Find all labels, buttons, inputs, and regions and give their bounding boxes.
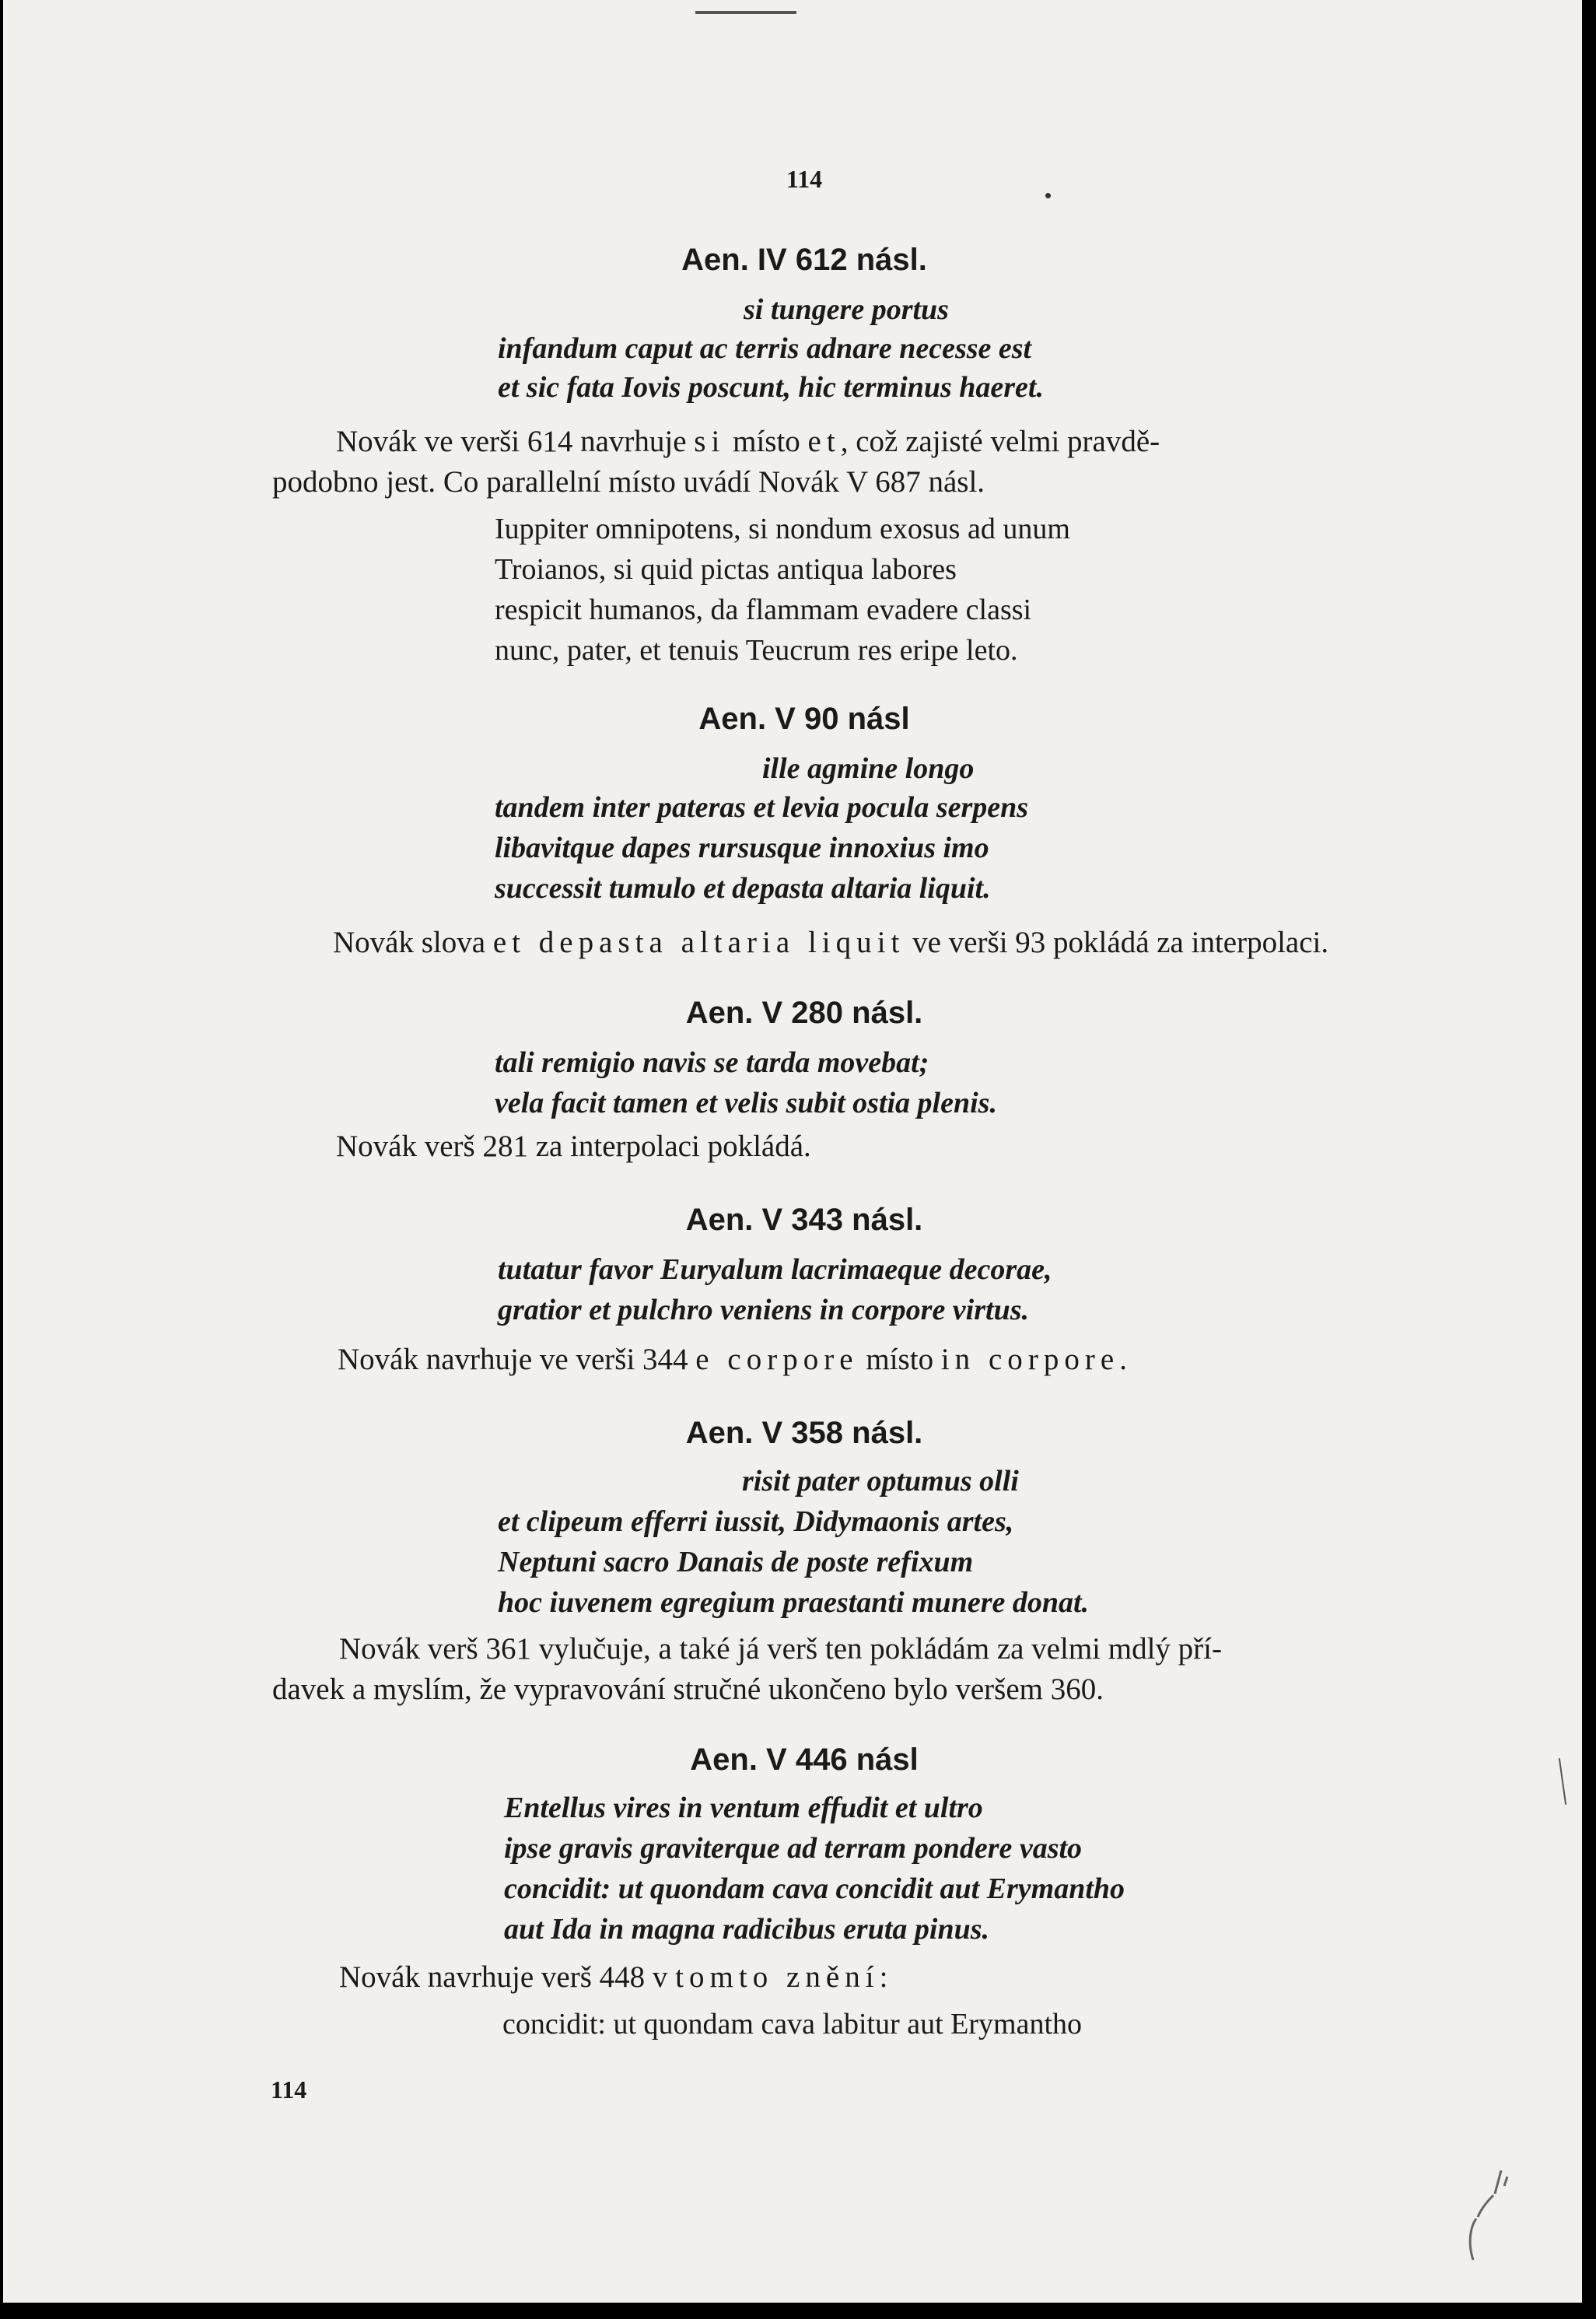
- verse-line: libavitque dapes rursusque innoxius imo: [495, 832, 989, 864]
- verse-line: si tungere portus: [744, 293, 949, 326]
- verse-line: concidit: ut quondam cava concidit aut Erymantho: [504, 1872, 1125, 1905]
- quote-line: concidit: ut quondam cava labitur aut Erymantho: [502, 2008, 1083, 2041]
- verse-line: successit tumulo et depasta altaria liquit.: [495, 872, 991, 905]
- scan-edge-mark: [695, 11, 796, 14]
- verse-line: tutatur favor Euryalum lacrimaeque decorae,: [498, 1253, 1052, 1286]
- quote-line: Troianos, si quid pictas antiqua labores: [495, 553, 957, 586]
- quote-line: respicit humanos, da flammam evadere classi: [495, 594, 1032, 626]
- commentary-line: Novák verš 281 za interpolaci pokládá.: [336, 1130, 811, 1163]
- verse-line: Entellus vires in ventum effudit et ultro: [504, 1792, 983, 1824]
- quote-line: Iuppiter omnipotens, si nondum exosus ad unum: [495, 513, 1070, 545]
- page-number-top: 114: [786, 165, 823, 193]
- page-sheet: [3, 0, 1582, 2303]
- section-heading: Aen. V 280 násl.: [685, 996, 923, 1030]
- commentary-line: davek a myslím, že vypravování stručné ukončeno bylo veršem 360.: [272, 1673, 1104, 1706]
- verse-line: hoc iuvenem egregium praestanti munere donat.: [498, 1586, 1090, 1619]
- verse-line: et sic fata Iovis poscunt, hic terminus haeret.: [498, 371, 1044, 404]
- verse-line: ipse gravis graviterque ad terram pondere vasto: [504, 1832, 1083, 1865]
- section-heading: Aen. IV 612 násl.: [681, 243, 927, 277]
- section-heading: Aen. V 90 násl: [698, 702, 910, 736]
- verse-line: Neptuni sacro Danais de poste refixum: [498, 1546, 974, 1578]
- commentary-line: Novák ve verši 614 navrhuje si místo et, což zajisté velmi pravdě-: [336, 425, 1160, 458]
- speck: [1045, 193, 1051, 198]
- verse-line: aut Ida in magna radicibus eruta pinus.: [504, 1913, 990, 1946]
- page-number-bottom: 114: [271, 2076, 307, 2104]
- section-heading: Aen. V 358 násl.: [685, 1416, 923, 1450]
- verse-line: gratior et pulchro veniens in corpore virtus.: [498, 1294, 1029, 1326]
- verse-line: vela facit tamen et velis subit ostia plenis.: [495, 1087, 997, 1119]
- pencil-mark: [1450, 2163, 1512, 2264]
- verse-line: tandem inter pateras et levia pocula serpens: [495, 791, 1029, 824]
- quote-line: nunc, pater, et tenuis Teucrum res eripe leto.: [495, 634, 1018, 667]
- commentary-line: Novák navrhuje ve verši 344 e corpore místo in corpore.: [338, 1343, 1127, 1376]
- section-heading: Aen. V 446 násl: [690, 1743, 919, 1777]
- verse-line: risit pater optumus olli: [742, 1465, 1019, 1498]
- commentary-line: podobno jest. Co parallelní místo uvádí Novák V 687 násl.: [272, 465, 985, 499]
- commentary-line: Novák slova et depasta altaria liquit ve verši 93 pokládá za interpolaci.: [333, 926, 1329, 959]
- verse-line: et clipeum efferri iussit, Didymaonis artes,: [498, 1505, 1014, 1538]
- verse-line: tali remigio navis se tarda movebat;: [495, 1046, 929, 1079]
- commentary-line: Novák verš 361 vylučuje, a také já verš ten pokládám za velmi mdlý pří-: [339, 1632, 1222, 1666]
- verse-line: ille agmine longo: [762, 752, 975, 785]
- section-heading: Aen. V 343 násl.: [685, 1203, 923, 1237]
- verse-line: infandum caput ac terris adnare necesse est: [498, 332, 1032, 365]
- commentary-line: Novák navrhuje verš 448 v tomto znění:: [339, 1960, 888, 1994]
